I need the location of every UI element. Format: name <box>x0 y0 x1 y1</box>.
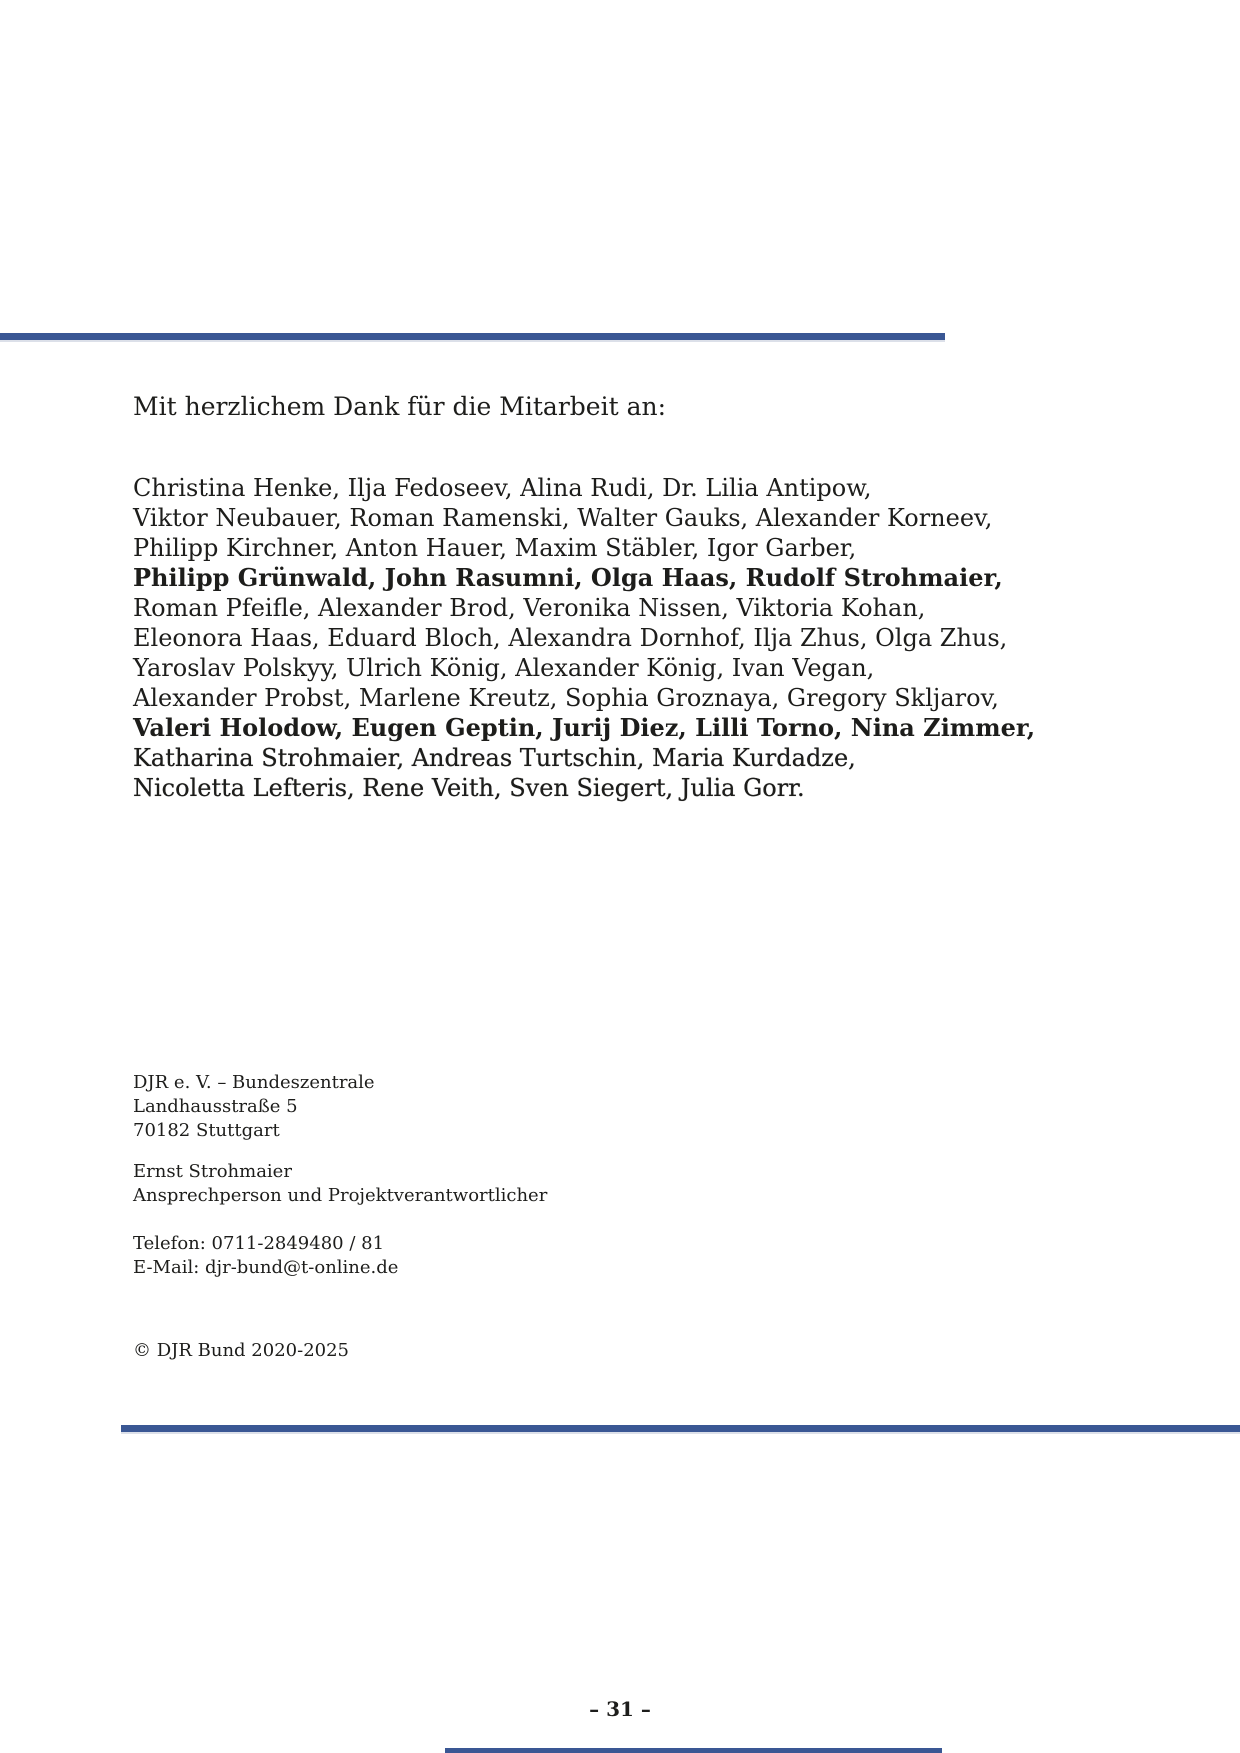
organization-name: DJR e. V. – Bundeszentrale <box>133 1072 375 1093</box>
page-number: – 31 – <box>589 1697 651 1721</box>
names-line: Nicoletta Lefteris, Rene Veith, Sven Siegert, Julia Gorr. <box>133 774 805 802</box>
contributors-name-list <box>133 473 1035 803</box>
names-line: Yaroslav Polskyy, Ulrich König, Alexander König, Ivan Vegan, <box>133 654 875 682</box>
street-address: Landhausstraße 5 <box>133 1096 298 1117</box>
contact-details-block <box>133 1232 398 1280</box>
names-line: Christina Henke, Ilja Fedoseev, Alina Rudi, Dr. Lilia Antipow, <box>133 474 872 502</box>
names-line: Alexander Probst, Marlene Kreutz, Sophia Groznaya, Gregory Skljarov, <box>133 684 999 712</box>
organization-address-block <box>133 1071 375 1143</box>
top-divider-rule <box>0 333 945 340</box>
bottom-divider-rule <box>121 1425 1240 1432</box>
phone-line: Telefon: 0711-2849480 / 81 <box>133 1233 385 1254</box>
names-line: Philipp Grünwald, John Rasumni, Olga Haas, Rudolf Strohmaier, <box>133 563 1003 592</box>
names-line: Valeri Holodow, Eugen Geptin, Jurij Diez, Lilli Torno, Nina Zimmer, <box>133 713 1036 742</box>
names-line: Viktor Neubauer, Roman Ramenski, Walter Gauks, Alexander Korneev, <box>133 504 993 532</box>
email-line: E-Mail: djr-bund@t-online.de <box>133 1257 399 1278</box>
names-line: Eleonora Haas, Eduard Bloch, Alexandra Dornhof, Ilja Zhus, Olga Zhus, <box>133 624 1008 652</box>
contact-person-role: Ansprechperson und Projektverantwortlicher <box>133 1185 548 1206</box>
names-line: Philipp Kirchner, Anton Hauer, Maxim Stäbler, Igor Garber, <box>133 534 857 562</box>
footer-accent-strip <box>445 1748 942 1753</box>
acknowledgment-heading: Mit herzlichem Dank für die Mitarbeit an: <box>133 392 666 421</box>
names-line: Katharina Strohmaier, Andreas Turtschin, Maria Kurdadze, <box>133 744 856 772</box>
contact-person-block <box>133 1160 547 1208</box>
copyright-notice: © DJR Bund 2020-2025 <box>133 1340 349 1361</box>
names-line: Roman Pfeifle, Alexander Brod, Veronika Nissen, Viktoria Kohan, <box>133 594 926 622</box>
contact-person-name: Ernst Strohmaier <box>133 1161 292 1182</box>
city-address: 70182 Stuttgart <box>133 1120 280 1141</box>
